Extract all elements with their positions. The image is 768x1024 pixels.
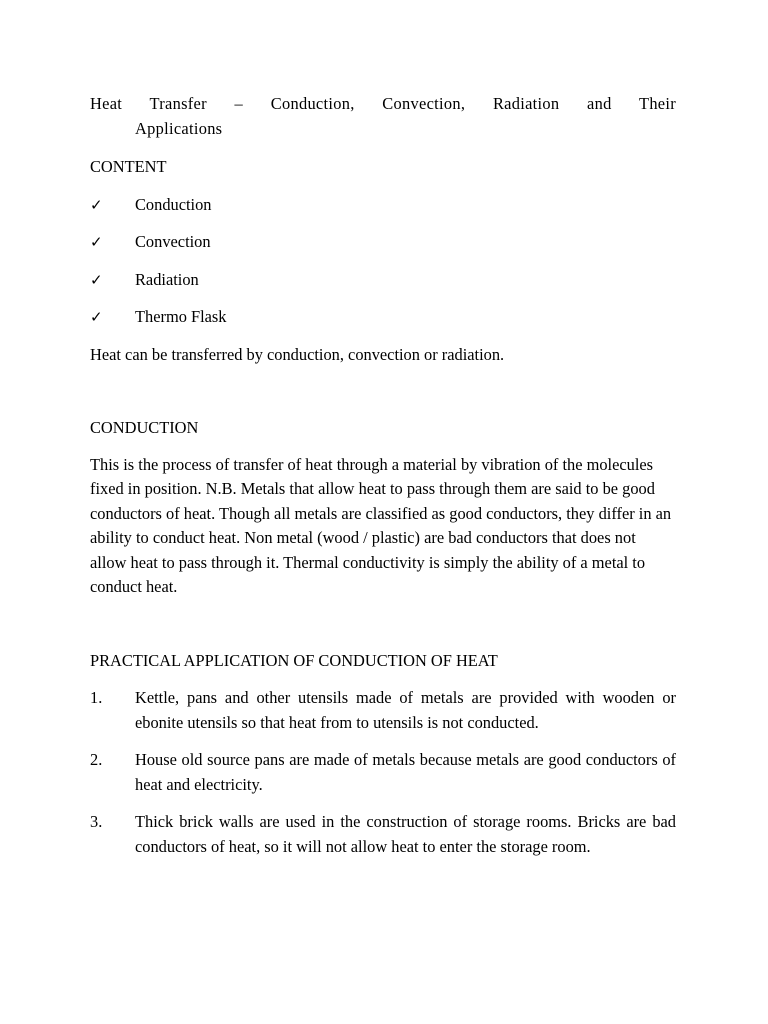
content-item-conduction bbox=[90, 193, 676, 218]
content-label: CONTENT bbox=[90, 157, 167, 176]
title-line-2: Applications bbox=[135, 118, 223, 138]
content-item-radiation bbox=[90, 268, 676, 293]
content-item-label: Radiation bbox=[135, 269, 199, 289]
applications-list bbox=[90, 686, 676, 859]
applications-heading: PRACTICAL APPLICATION OF CONDUCTION OF HEAT bbox=[90, 650, 498, 670]
content-item-label: Thermo Flask bbox=[135, 307, 227, 326]
checkmark-icon: ✓ bbox=[90, 233, 103, 251]
checkmark-icon: ✓ bbox=[90, 195, 103, 214]
item-text: Thick brick walls are used in the construction of storage rooms. Bricks are bad conductors of heat, so it will not allow heat to enter the storage room. bbox=[135, 812, 676, 856]
application-item bbox=[90, 810, 676, 859]
item-text: House old source pans are made of metals because metals are good conductors of heat and electricity. bbox=[135, 750, 676, 794]
document-page bbox=[90, 92, 676, 859]
item-number: 2. bbox=[90, 750, 103, 769]
item-text: Kettle, pans and other utensils made of metals are provided with wooden or ebonite utensils so that heat from to utensils is not conducted. bbox=[135, 688, 676, 732]
checkmark-icon: ✓ bbox=[90, 270, 103, 289]
content-item-label: Conduction bbox=[135, 194, 212, 214]
application-item bbox=[90, 748, 676, 797]
intro-paragraph: Heat can be transferred by conduction, convection or radiation. bbox=[90, 344, 505, 364]
content-item-thermo-flask bbox=[90, 305, 676, 330]
content-item-convection bbox=[90, 230, 676, 255]
application-item bbox=[90, 686, 676, 735]
item-number: 1. bbox=[90, 688, 103, 707]
conduction-heading: CONDUCTION bbox=[90, 418, 199, 437]
content-list bbox=[90, 193, 676, 330]
title-line-1: Heat Transfer – Conduction, Convection, Radiation and Their bbox=[90, 94, 676, 113]
content-item-label: Convection bbox=[135, 232, 211, 251]
item-number: 3. bbox=[90, 812, 103, 831]
document-title bbox=[90, 92, 676, 141]
conduction-body: This is the process of transfer of heat through a material by vibration of the molecules fixed in position. N.B. Metals that allow heat to pass through them are said to be good conductors of heat. Though all metals are classified as good conductors, they differ in an ability to conduct heat. Non metal (wood / plastic) are bad conductors that does not allow heat to pass through it. Thermal conductivity is simply the ability of a metal to conduct heat. bbox=[90, 454, 672, 596]
checkmark-icon: ✓ bbox=[90, 308, 103, 326]
